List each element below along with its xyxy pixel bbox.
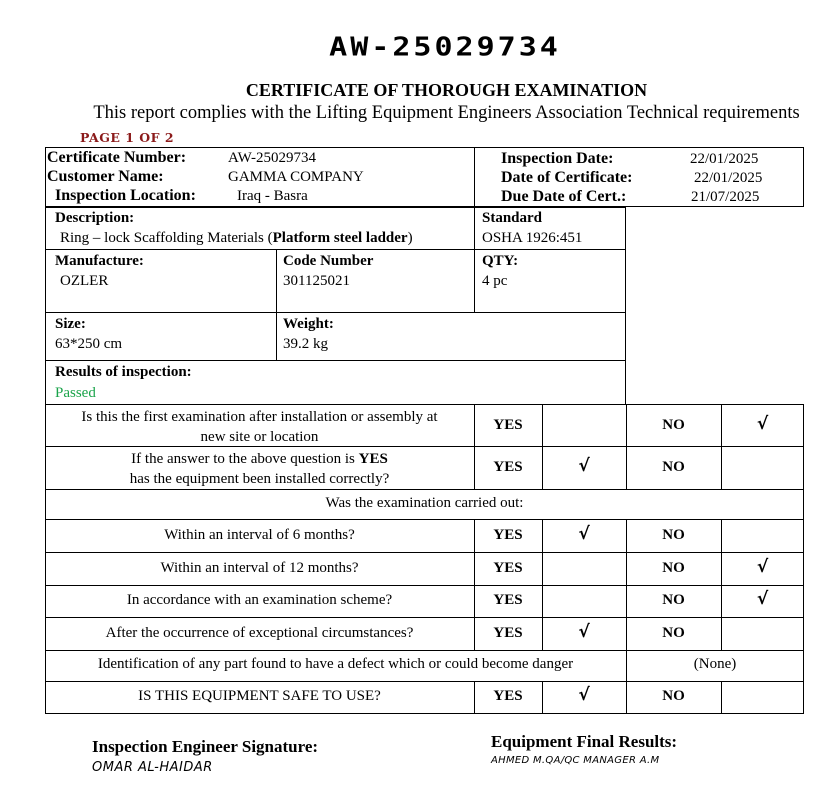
location-label: Inspection Location:	[55, 187, 196, 204]
inspection-date-value: 22/01/2025	[690, 151, 759, 167]
standard-label: Standard	[482, 210, 543, 226]
certificate-title: CERTIFICATE OF THOROUGH EXAMINATION	[245, 80, 648, 100]
q2-line2: has the equipment been installed correctly?	[129, 471, 390, 487]
row-divider	[45, 249, 626, 250]
cert-date-value: 22/01/2025	[694, 170, 763, 186]
customer-value: GAMMA COMPANY	[228, 169, 364, 185]
q2-no: NO	[662, 459, 685, 475]
q3-text: Within an interval of 6 months?	[164, 527, 355, 543]
engineer-signature-label: Inspection Engineer Signature:	[92, 737, 319, 756]
row-divider	[45, 360, 626, 361]
q6-no: NO	[662, 625, 685, 641]
page-indicator: PAGE 1 OF 2	[80, 130, 175, 145]
info-divider	[474, 147, 475, 207]
q1-no-check-icon: √	[756, 414, 769, 434]
q6-text: After the occurrence of exceptional circumstances?	[105, 625, 414, 641]
table-col-divider	[721, 681, 722, 714]
description-text: Ring – lock Scaffolding Materials (	[60, 230, 273, 246]
table-row-divider	[45, 585, 804, 586]
q8-text: IS THIS EQUIPMENT SAFE TO USE?	[138, 688, 381, 704]
manufacture-value: OZLER	[60, 273, 109, 289]
q8-yes-check-icon: √	[578, 685, 590, 705]
description-bold: Platform steel ladder	[272, 230, 408, 246]
code-value: 301125021	[283, 273, 350, 289]
q8-yes: YES	[493, 688, 523, 704]
inspection-date-label: Inspection Date:	[501, 150, 614, 167]
q1-yes: YES	[493, 417, 523, 433]
table-row-divider	[45, 617, 804, 618]
table-col-divider	[721, 519, 722, 650]
q3-no: NO	[662, 527, 685, 543]
size-label: Size:	[55, 316, 86, 332]
q6-yes: YES	[493, 625, 523, 641]
q2-text	[45, 449, 474, 489]
carried-out-heading: Was the examination carried out:	[325, 495, 524, 511]
results-label: Results of inspection:	[55, 364, 192, 380]
manufacture-label	[55, 253, 144, 270]
q1-line1: Is this the first examination after installation or assembly at	[81, 409, 438, 425]
q7-text: Identification of any part found to have a defect which or could become danger	[97, 656, 574, 672]
weight-value: 39.2 kg	[283, 336, 328, 352]
q1-text	[45, 407, 474, 447]
q4-yes: YES	[493, 560, 523, 576]
q4-no-check-icon: √	[756, 557, 769, 577]
location-value: Iraq - Basra	[237, 188, 308, 204]
customer-label: Customer Name:	[47, 168, 164, 185]
q5-no: NO	[662, 592, 685, 608]
description-label: Description:	[55, 210, 135, 226]
table-row-divider	[45, 552, 804, 553]
q2-line1b: YES	[358, 451, 388, 467]
table-row-divider	[45, 519, 804, 520]
q5-text: In accordance with an examination scheme?	[126, 592, 393, 608]
standard-value: OSHA 1926:451	[482, 230, 583, 246]
table-col-divider	[542, 404, 543, 489]
size-value: 63*250 cm	[55, 336, 123, 352]
certificate-subtitle: This report complies with the Lifting Equipment Engineers Association Technical requirements	[93, 103, 800, 123]
q5-no-check-icon: √	[756, 589, 769, 609]
cert-number-label: Certificate Number:	[47, 149, 187, 166]
results-value: Passed	[55, 385, 96, 401]
col-divider	[276, 249, 277, 360]
q3-yes-check-icon: √	[578, 524, 590, 544]
certificate-id-heading: AW-25029734	[329, 32, 561, 63]
q4-text: Within an interval of 12 months?	[160, 560, 359, 576]
q6-yes-check-icon: √	[578, 622, 590, 642]
table-row-divider	[45, 489, 804, 490]
table-row-divider	[45, 681, 804, 682]
manufacture-label-text: Manufacture:	[55, 253, 144, 269]
description-end: )	[407, 230, 413, 246]
row-divider	[45, 312, 626, 313]
cert-date-label: Date of Certificate:	[501, 169, 633, 186]
table-row-divider	[45, 650, 804, 651]
engineer-signature: OMAR AL-HAIDAR	[92, 760, 213, 775]
final-results-signature: AHMED M.QA/QC MANAGER A.M	[491, 755, 660, 766]
q7-answer: (None)	[693, 656, 737, 672]
description-value	[60, 230, 413, 247]
q1-line2: new site or location	[200, 429, 319, 445]
qty-label: QTY:	[482, 253, 519, 269]
weight-label: Weight:	[283, 316, 334, 332]
q3-yes: YES	[493, 527, 523, 543]
final-results-label: Equipment Final Results:	[491, 732, 678, 751]
q2-yes: YES	[493, 459, 523, 475]
code-label: Code Number	[283, 253, 374, 269]
qty-value: 4 pc	[482, 273, 508, 289]
due-date-value: 21/07/2025	[691, 189, 760, 205]
q8-no: NO	[662, 688, 685, 704]
q1-no: NO	[662, 417, 685, 433]
q5-yes: YES	[493, 592, 523, 608]
cert-number-value: AW-25029734	[228, 150, 316, 166]
q4-no: NO	[662, 560, 685, 576]
q2-line1a: If the answer to the above question is	[131, 451, 359, 467]
q2-yes-check-icon: √	[578, 456, 590, 476]
due-date-label: Due Date of Cert.:	[501, 188, 627, 205]
col-divider	[474, 207, 475, 312]
